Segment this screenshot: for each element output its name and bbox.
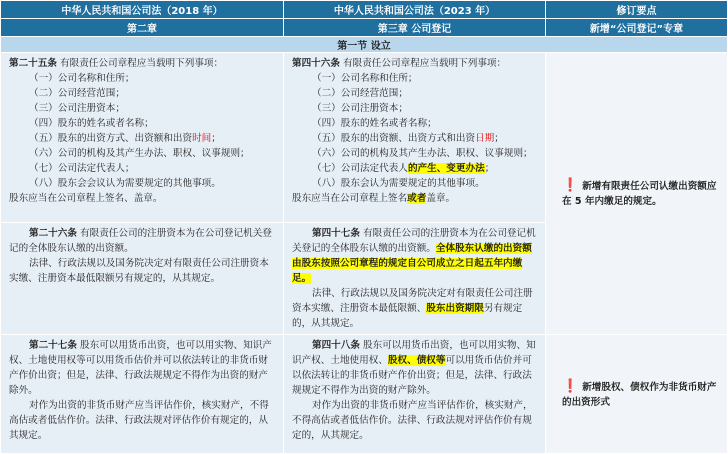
highlighted-text: 的产生、变更办法 (407, 163, 485, 174)
revision-note-cell (546, 53, 728, 335)
item-text: ； (494, 133, 504, 144)
col3-title: 修订要点 (546, 1, 728, 19)
col3-note: 新增“公司登记”专章 (546, 19, 728, 37)
item-text: ； (211, 133, 221, 144)
list-item: （四）股东的姓名或者名称； (29, 118, 154, 129)
section-title: 第一节 设立 (1, 37, 728, 53)
header-row (1, 1, 728, 19)
closing-text: 盖章。 (426, 193, 456, 204)
revision-note-cell (546, 335, 728, 454)
article-number: 第二十五条 (9, 58, 57, 69)
article-text: 法律、行政法规以及国务院决定对有限责任公司注册资本实缴、注册资本最低限额、 (292, 288, 533, 314)
article-text: 有限责任公司的注册资本为在公司登记机关登记的全体股东认缴的出资额。 (292, 228, 536, 254)
revision-note: 新增有限责任公司认缴出资额应在 5 年内缴足的规定。 (562, 181, 717, 207)
old-article-cell (1, 335, 284, 454)
list-item (292, 131, 539, 146)
article-text: 对作为出资的非货币财产应当评估作价，核实财产，不得高估或者低估作价。法律、行政法规对评估作价有规定的，从其规定。 (9, 400, 269, 441)
revision-note: 新增股权、债权作为非货币财产的出资形式 (562, 381, 717, 408)
item-text: （七）公司法定代表人 (312, 163, 408, 174)
highlighted-text: 全体股东认缴的出资额由股东按照公司章程的规定自公司成立之日起五年内缴足。 (292, 243, 532, 284)
article-closing (292, 191, 539, 206)
article-number: 第四十六条 (292, 58, 340, 69)
new-article-cell (284, 53, 546, 223)
list-item: （二）公司经营范围； (312, 88, 408, 99)
new-article-cell (284, 335, 546, 454)
item-text: ； (484, 163, 495, 174)
closing-text: 股东应当在公司章程上签名 (292, 193, 408, 204)
article-text: 对作为出资的非货币财产应当评估作价，核实财产，不得高估或者低估作价。法律、行政法规对评估作价有规定的，从其规定。 (292, 400, 533, 441)
list-item: （二）公司经营范围； (29, 88, 125, 99)
article-intro: 有限责任公司章程应当载明下列事项： (343, 58, 507, 69)
new-article-cell (284, 223, 546, 335)
list-item (292, 161, 539, 176)
old-article-cell (1, 53, 284, 223)
article-text: 股东可以用货币出资，也可以用实物、知识产权、土地使用权等可以用货币估价并可以依法转让的非货币财产作价出资；但是，法律、行政法规规定不得作为出资的财产除外。 (9, 340, 272, 396)
article-number: 第四十八条 (312, 340, 360, 351)
list-item (9, 131, 277, 146)
list-item: （三）公司注册资本； (29, 103, 125, 114)
highlighted-text: 股东出资期限 (426, 303, 484, 314)
list-item: （七）公司法定代表人； (29, 163, 135, 174)
article-number: 第二十六条 (29, 228, 77, 239)
list-item: （四）股东的姓名或者名称； (312, 118, 437, 129)
list-item: （八）股东会认为需要规定的其他事项。 (312, 178, 485, 189)
changed-text: 日期 (475, 133, 495, 144)
table-row (1, 53, 728, 223)
highlighted-text: 或者 (407, 193, 427, 204)
exclamation-icon: ❗ (562, 378, 579, 394)
article-intro: 有限责任公司章程应当载明下列事项： (60, 58, 224, 69)
article-text: 法律、行政法规以及国务院决定对有限责任公司注册资本实缴、注册资本最低限额另有规定的，从其规定。 (9, 258, 269, 284)
section-row (1, 37, 728, 53)
item-text: （五）股东的出资方式、出资额和出资 (29, 133, 193, 144)
article-text: 可以用货币估价并可以依法转让的非货币财产作价出资；但是，法律、行政法规规定不得作为出资的财产除外。 (292, 355, 532, 396)
highlighted-text: 股权、债权等 (387, 355, 446, 366)
list-item: （一）公司名称和住所； (312, 73, 418, 84)
list-item: （六）公司的机构及其产生办法、职权、议事规则； (312, 148, 533, 159)
col2-title: 中华人民共和国公司法（2023 年） (284, 1, 546, 19)
list-item: （六）公司的机构及其产生办法、职权、议事规则； (29, 148, 250, 159)
list-item: （三）公司注册资本； (312, 103, 408, 114)
table-row (1, 335, 728, 454)
article-closing: 股东应当在公司章程上签名、盖章。 (9, 193, 163, 204)
col2-chapter: 第三章 公司登记 (284, 19, 546, 37)
changed-text: 时间 (192, 133, 212, 144)
list-item: （一）公司名称和住所； (29, 73, 135, 84)
article-number: 第二十七条 (29, 340, 77, 351)
chapter-row (1, 19, 728, 37)
article-text: 股东可以用货币出资，也可以用实物、知识产权、土地使用权、 (292, 340, 536, 366)
article-text: 另有规定的，从其规定。 (292, 303, 523, 329)
old-article-cell (1, 223, 284, 335)
article-text: 有限责任公司的注册资本为在公司登记机关登记的全体股东认缴的出资额。 (9, 228, 272, 254)
exclamation-icon: ❗ (562, 178, 579, 193)
item-text: （五）股东的出资额、出资方式和出资 (312, 133, 476, 144)
article-number: 第四十七条 (312, 228, 360, 239)
list-item: （八）股东会会议认为需要规定的其他事项。 (29, 178, 221, 189)
col1-chapter: 第二章 (1, 19, 284, 37)
col1-title: 中华人民共和国公司法（2018 年） (1, 1, 284, 19)
